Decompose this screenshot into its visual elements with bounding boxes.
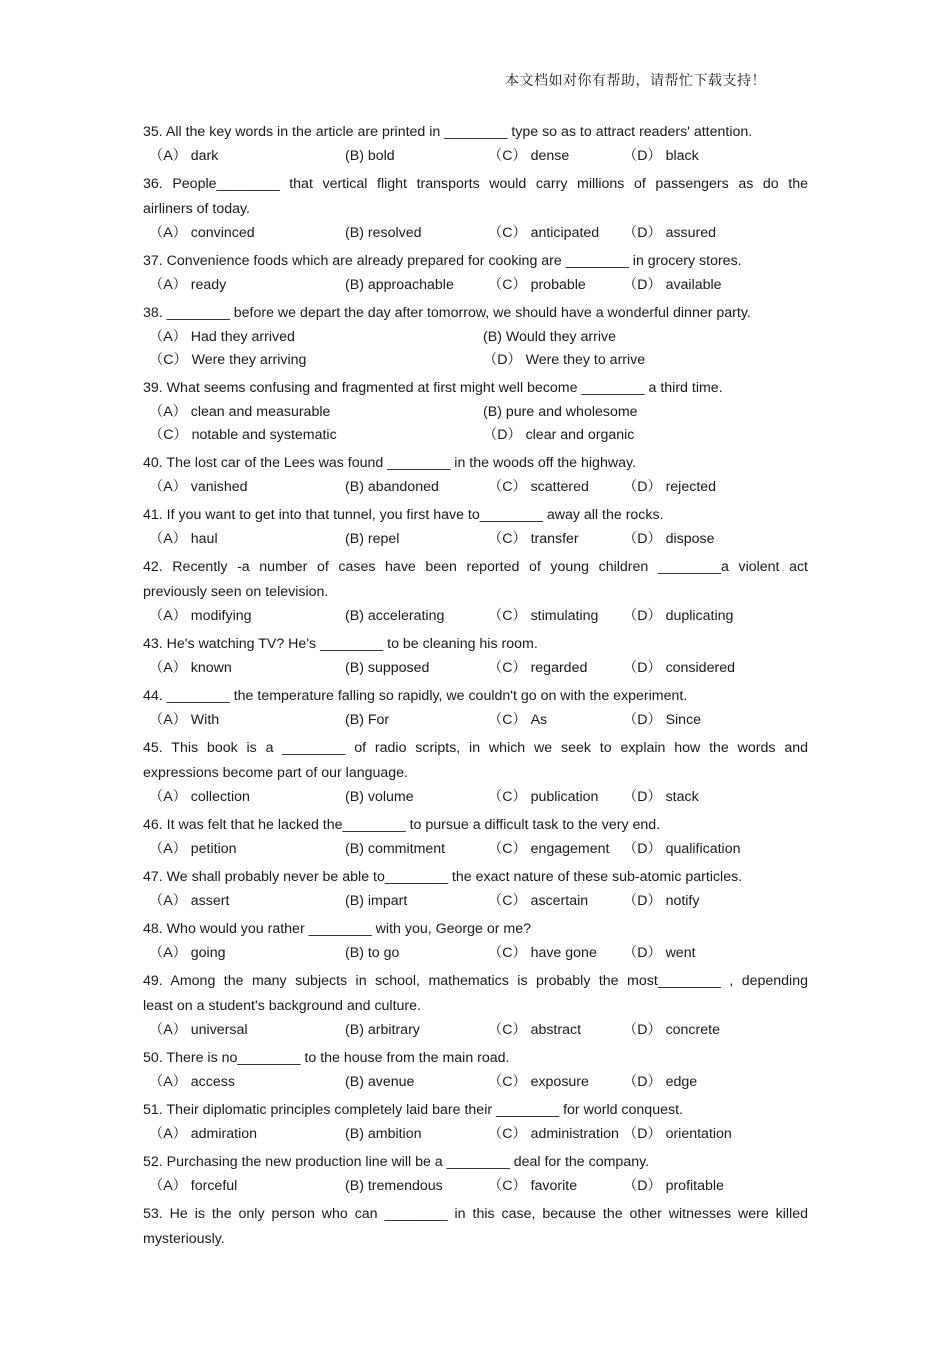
answer-option: （A） haul: [149, 531, 218, 547]
question-text: 44. ________ the temperature falling so rapidly, we couldn't go on with the experiment.: [143, 688, 688, 704]
question-block: [143, 632, 808, 680]
answer-option: （D） dispose: [623, 531, 715, 547]
option-row: [143, 1175, 808, 1198]
answer-option: （C） regarded: [488, 660, 588, 676]
answer-option: (B) to go: [345, 945, 400, 961]
answer-option: (B) approachable: [345, 277, 454, 293]
answer-option: (B) Would they arrive: [483, 329, 616, 345]
answer-option: (B) commitment: [345, 841, 446, 857]
option-row: [143, 476, 808, 499]
option-row: [143, 424, 808, 447]
question-block: [143, 376, 808, 447]
answer-option: (B) bold: [345, 148, 395, 164]
answer-option: (B) supposed: [345, 660, 430, 676]
question-text-continued: mysteriously.: [143, 1231, 225, 1247]
question-text: 42. Recently -a number of cases have been reported of young children ________a violent act: [143, 559, 808, 575]
answer-option: （D） Were they to arrive: [483, 352, 646, 368]
answer-option: （C） Were they arriving: [149, 352, 307, 368]
answer-option: （C） engagement: [488, 841, 610, 857]
answer-option: （A） access: [149, 1074, 235, 1090]
question-block: [143, 1202, 808, 1252]
question-block: [143, 1046, 808, 1094]
question-text: 46. It was felt that he lacked the________ to pursue a difficult task to the very end.: [143, 817, 661, 833]
option-row: [143, 274, 808, 297]
option-row: [143, 838, 808, 861]
answer-option: (B) ambition: [345, 1126, 422, 1142]
question-text-continued: previously seen on television.: [143, 584, 329, 600]
answer-option: (B) abandoned: [345, 479, 439, 495]
answer-option: （A） going: [149, 945, 226, 961]
question-text: 51. Their diplomatic principles completely laid bare their ________ for world conquest.: [143, 1102, 683, 1118]
question-text: 50. There is no________ to the house from the main road.: [143, 1050, 510, 1066]
answer-option: （C） administration: [488, 1126, 619, 1142]
answer-option: （C） anticipated: [488, 225, 600, 241]
answer-option: (B) resolved: [345, 225, 422, 241]
option-row: [143, 326, 808, 349]
answer-option: （D） available: [623, 277, 722, 293]
answer-option: （A） convinced: [149, 225, 255, 241]
question-text: 49. Among the many subjects in school, mathematics is probably the most________ , depending: [143, 973, 808, 989]
answer-option: （D） edge: [623, 1074, 698, 1090]
answer-option: （D） stack: [623, 789, 699, 805]
question-block: [143, 1150, 808, 1198]
answer-option: （A） collection: [149, 789, 250, 805]
answer-option: （D） assured: [623, 225, 717, 241]
question-block: [143, 451, 808, 499]
answer-option: (B) For: [345, 712, 390, 728]
option-row: [143, 709, 808, 732]
answer-option: （C） have gone: [488, 945, 597, 961]
answer-option: （D） went: [623, 945, 696, 961]
question-text-continued: expressions become part of our language.: [143, 765, 408, 781]
question-block: [143, 969, 808, 1042]
question-list: [143, 120, 808, 1256]
answer-option: (B) volume: [345, 789, 414, 805]
answer-option: （A） clean and measurable: [149, 404, 331, 420]
answer-option: （D） rejected: [623, 479, 717, 495]
question-block: [143, 1098, 808, 1146]
answer-option: （D） Since: [623, 712, 702, 728]
option-row: [143, 657, 808, 680]
question-block: [143, 120, 808, 168]
question-block: [143, 736, 808, 809]
answer-option: （C） dense: [488, 148, 570, 164]
question-text: 36. People________ that vertical flight transports would carry millions of passengers as do the: [143, 176, 808, 192]
answer-option: （C） scattered: [488, 479, 589, 495]
answer-option: （C） exposure: [488, 1074, 589, 1090]
question-text-continued: airliners of today.: [143, 201, 250, 217]
answer-option: （C） stimulating: [488, 608, 599, 624]
question-text: 53. He is the only person who can ________ in this case, because the other witnesses were killed: [143, 1206, 808, 1222]
answer-option: （A） vanished: [149, 479, 248, 495]
question-text: 37. Convenience foods which are already prepared for cooking are ________ in grocery stores.: [143, 253, 742, 269]
answer-option: （D） black: [623, 148, 699, 164]
answer-option: （D） orientation: [623, 1126, 732, 1142]
question-block: [143, 917, 808, 965]
question-text-continued: least on a student's background and culture.: [143, 998, 421, 1014]
answer-option: （A） petition: [149, 841, 237, 857]
option-row: [143, 890, 808, 913]
answer-option: （A） universal: [149, 1022, 248, 1038]
answer-option: (B) repel: [345, 531, 400, 547]
question-block: [143, 813, 808, 861]
answer-option: （D） clear and organic: [483, 427, 635, 443]
option-row: [143, 401, 808, 424]
answer-option: （C） favorite: [488, 1178, 578, 1194]
answer-option: （C） notable and systematic: [149, 427, 337, 443]
answer-option: （C） publication: [488, 789, 599, 805]
option-row: [143, 942, 808, 965]
answer-option: （D） profitable: [623, 1178, 724, 1194]
question-block: [143, 249, 808, 297]
answer-option: （C） transfer: [488, 531, 579, 547]
option-row: [143, 605, 808, 628]
question-text: 39. What seems confusing and fragmented at first might well become ________ a third time.: [143, 380, 723, 396]
question-text: 47. We shall probably never be able to________ the exact nature of these sub-atomic particles.: [143, 869, 743, 885]
answer-option: （A） known: [149, 660, 232, 676]
question-text: 40. The lost car of the Lees was found ________ in the woods off the highway.: [143, 455, 636, 471]
answer-option: （C） ascertain: [488, 893, 589, 909]
option-row: [143, 1071, 808, 1094]
option-row: [143, 528, 808, 551]
answer-option: (B) pure and wholesome: [483, 404, 638, 420]
question-text: 41. If you want to get into that tunnel, you first have to________ away all the rocks.: [143, 507, 664, 523]
answer-option: （C） As: [488, 712, 548, 728]
answer-option: （A） Had they arrived: [149, 329, 295, 345]
option-row: [143, 222, 808, 245]
question-block: [143, 503, 808, 551]
answer-option: （D） duplicating: [623, 608, 734, 624]
question-text: 43. He's watching TV? He's ________ to be cleaning his room.: [143, 636, 538, 652]
option-row: [143, 1019, 808, 1042]
answer-option: （D） notify: [623, 893, 700, 909]
page-header-note: 本文档如对你有帮助，请帮忙下载支持！: [505, 73, 766, 89]
question-text: 48. Who would you rather ________ with you, George or me?: [143, 921, 532, 937]
answer-option: （A） ready: [149, 277, 227, 293]
question-block: [143, 301, 808, 372]
answer-option: (B) arbitrary: [345, 1022, 420, 1038]
question-text: 52. Purchasing the new production line will be a ________ deal for the company.: [143, 1154, 650, 1170]
option-row: [143, 786, 808, 809]
answer-option: （C） abstract: [488, 1022, 582, 1038]
answer-option: （A） assert: [149, 893, 230, 909]
question-text: 38. ________ before we depart the day after tomorrow, we should have a wonderful dinner party.: [143, 305, 751, 321]
question-block: [143, 172, 808, 245]
answer-option: （D） considered: [623, 660, 735, 676]
question-block: [143, 865, 808, 913]
answer-option: （D） concrete: [623, 1022, 720, 1038]
answer-option: （D） qualification: [623, 841, 741, 857]
question-text: 35. All the key words in the article are printed in ________ type so as to attract readers' attention.: [143, 124, 753, 140]
question-block: [143, 684, 808, 732]
answer-option: （A） admiration: [149, 1126, 258, 1142]
answer-option: (B) tremendous: [345, 1178, 443, 1194]
option-row: [143, 1123, 808, 1146]
question-text: 45. This book is a ________ of radio scripts, in which we seek to explain how the words and: [143, 740, 808, 756]
answer-option: （A） dark: [149, 148, 219, 164]
answer-option: （A） modifying: [149, 608, 252, 624]
answer-option: (B) accelerating: [345, 608, 445, 624]
question-block: [143, 555, 808, 628]
answer-option: （A） With: [149, 712, 220, 728]
option-row: [143, 349, 808, 372]
answer-option: （A） forceful: [149, 1178, 238, 1194]
answer-option: (B) avenue: [345, 1074, 415, 1090]
answer-option: （C） probable: [488, 277, 586, 293]
answer-option: (B) impart: [345, 893, 408, 909]
option-row: [143, 145, 808, 168]
